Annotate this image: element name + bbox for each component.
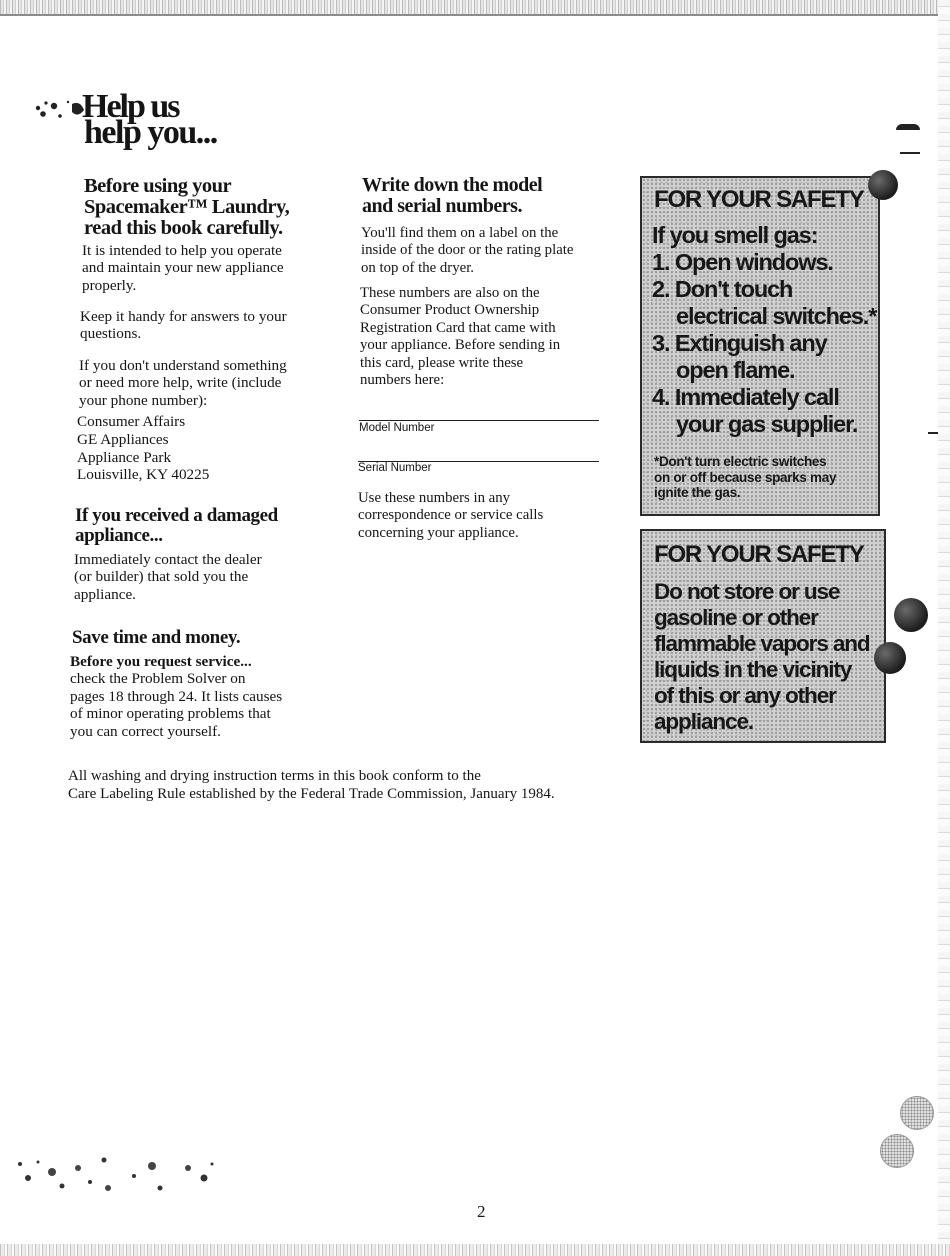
damaged-appliance-text	[74, 551, 262, 603]
text-line: your appliance. Before sending in	[360, 337, 561, 354]
binder-hole-top	[868, 170, 898, 200]
note-line: ignite the gas.	[654, 485, 741, 500]
text-line: If you don't understand something	[79, 357, 287, 374]
care-labeling-note	[68, 767, 555, 803]
flammable-vapors-warning	[654, 579, 870, 735]
text-line: Keep it handy for answers to your	[80, 308, 287, 325]
model-number-line	[359, 420, 599, 421]
safety-line: 2. Don't touch	[652, 276, 793, 302]
scan-edge-right	[938, 0, 950, 1256]
binder-hole-middle	[894, 598, 928, 632]
text-line: of minor operating problems that	[70, 705, 271, 723]
heading-line: Write down the model	[362, 174, 543, 196]
text-line: concerning your appliance.	[358, 524, 519, 541]
page-number: 2	[477, 1202, 486, 1221]
heading-line: read this book carefully.	[84, 217, 283, 239]
text-line: Consumer Product Ownership	[360, 302, 540, 319]
address-line: Appliance Park	[77, 448, 172, 466]
safety-line: gasoline or other	[654, 605, 818, 630]
safety-box-title: FOR YOUR SAFETY	[654, 186, 864, 213]
text-line: inside of the door or the rating plate	[361, 242, 574, 259]
safety-line: your gas supplier.	[676, 411, 858, 437]
text-line: properly.	[82, 276, 137, 294]
safety-line: 1. Open windows.	[652, 249, 833, 275]
logo-help-us: Help us	[82, 88, 179, 125]
text-line: you can correct yourself.	[70, 722, 221, 740]
safety-line: liquids in the vicinity	[654, 657, 852, 682]
safety-line: appliance.	[654, 709, 754, 734]
safety-box-gas-smell	[640, 176, 880, 516]
serial-number-label: Serial Number	[358, 462, 432, 474]
text-line: (or builder) that sold you the	[74, 568, 249, 586]
heading-line: and serial numbers.	[362, 195, 522, 217]
text-line: this card, please write these	[360, 354, 524, 371]
text-line: your phone number):	[79, 391, 208, 409]
address-line: Louisville, KY 40225	[77, 466, 210, 484]
save-time-heading: Save time and money.	[72, 627, 241, 648]
write-down-heading	[362, 175, 542, 217]
save-time-text	[70, 653, 282, 740]
safety-box-title: FOR YOUR SAFETY	[654, 541, 864, 568]
heading-line: If you received a damaged	[75, 505, 278, 526]
safety-line: open flame.	[676, 357, 795, 383]
text-line: correspondence or service calls	[358, 507, 544, 524]
text-line: Immediately contact the dealer	[74, 551, 262, 568]
safety-line: flammable vapors and	[654, 631, 870, 656]
text-line: All washing and drying instruction terms in this book conform to the	[68, 768, 481, 784]
before-using-heading	[84, 176, 289, 239]
scan-mark-top-right	[896, 124, 920, 130]
safety-line: of this or any other	[654, 683, 836, 708]
heading-line: Spacemaker™ Laundry,	[84, 196, 290, 218]
model-number-label: Model Number	[359, 422, 435, 434]
text-line: on top of the dryer.	[361, 259, 475, 276]
use-numbers-paragraph	[358, 490, 543, 542]
text-line: check the Problem Solver on	[70, 670, 246, 688]
scan-edge-top-line	[0, 14, 950, 16]
keep-handy-paragraph	[80, 308, 287, 343]
safety-line: Do not store or use	[654, 579, 840, 604]
text-line: Use these numbers in any	[358, 490, 511, 506]
label-location-paragraph	[361, 225, 573, 277]
text-line: Care Labeling Rule established by the Federal Trade Commission, January 1984.	[68, 786, 555, 802]
text-line: You'll find them on a label on the	[361, 225, 559, 241]
scan-mark-dash	[900, 152, 920, 154]
safety-box-flammable-vapors	[640, 529, 886, 743]
safety-line: 4. Immediately call	[652, 384, 839, 410]
logo-help-you: help you...	[84, 114, 217, 151]
text-line: Registration Card that came with	[360, 319, 556, 336]
scan-edge-bottom	[0, 1244, 950, 1256]
address-line: GE Appliances	[77, 430, 169, 448]
text-line: pages 18 through 24. It lists causes	[70, 687, 283, 705]
bottom-speckle-decoration	[8, 1148, 228, 1204]
text-line: questions.	[80, 325, 142, 343]
binder-hole-middle-2	[874, 642, 906, 674]
electric-switch-note	[654, 454, 836, 501]
scan-mark-right-edge	[928, 432, 938, 434]
text-line: These numbers are also on the	[360, 285, 540, 301]
before-service-subheading: Before you request service...	[70, 653, 252, 670]
intended-paragraph	[82, 242, 284, 294]
damaged-appliance-heading	[75, 506, 278, 546]
safety-line: 3. Extinguish any	[652, 330, 827, 356]
registration-card-paragraph	[360, 285, 560, 389]
gas-smell-instructions	[652, 222, 876, 438]
heading-line: appliance...	[75, 525, 163, 546]
address-line: Consumer Affairs	[77, 413, 186, 430]
heading-line: Before using your	[84, 175, 232, 197]
note-line: on or off because sparks may	[654, 469, 837, 485]
text-line: or need more help, write (include	[79, 374, 282, 392]
text-line: and maintain your new appliance	[82, 259, 284, 277]
text-line: appliance.	[74, 585, 136, 603]
safety-line: If you smell gas:	[652, 222, 818, 248]
note-line: *Don't turn electric switches	[654, 454, 827, 469]
binder-hole-bottom-2	[880, 1134, 914, 1168]
need-help-paragraph	[79, 357, 287, 409]
consumer-affairs-address	[77, 413, 209, 484]
text-line: It is intended to help you operate	[82, 242, 282, 259]
text-line: numbers here:	[360, 372, 445, 389]
binder-hole-bottom	[900, 1096, 934, 1130]
safety-line: electrical switches.*	[676, 303, 877, 329]
